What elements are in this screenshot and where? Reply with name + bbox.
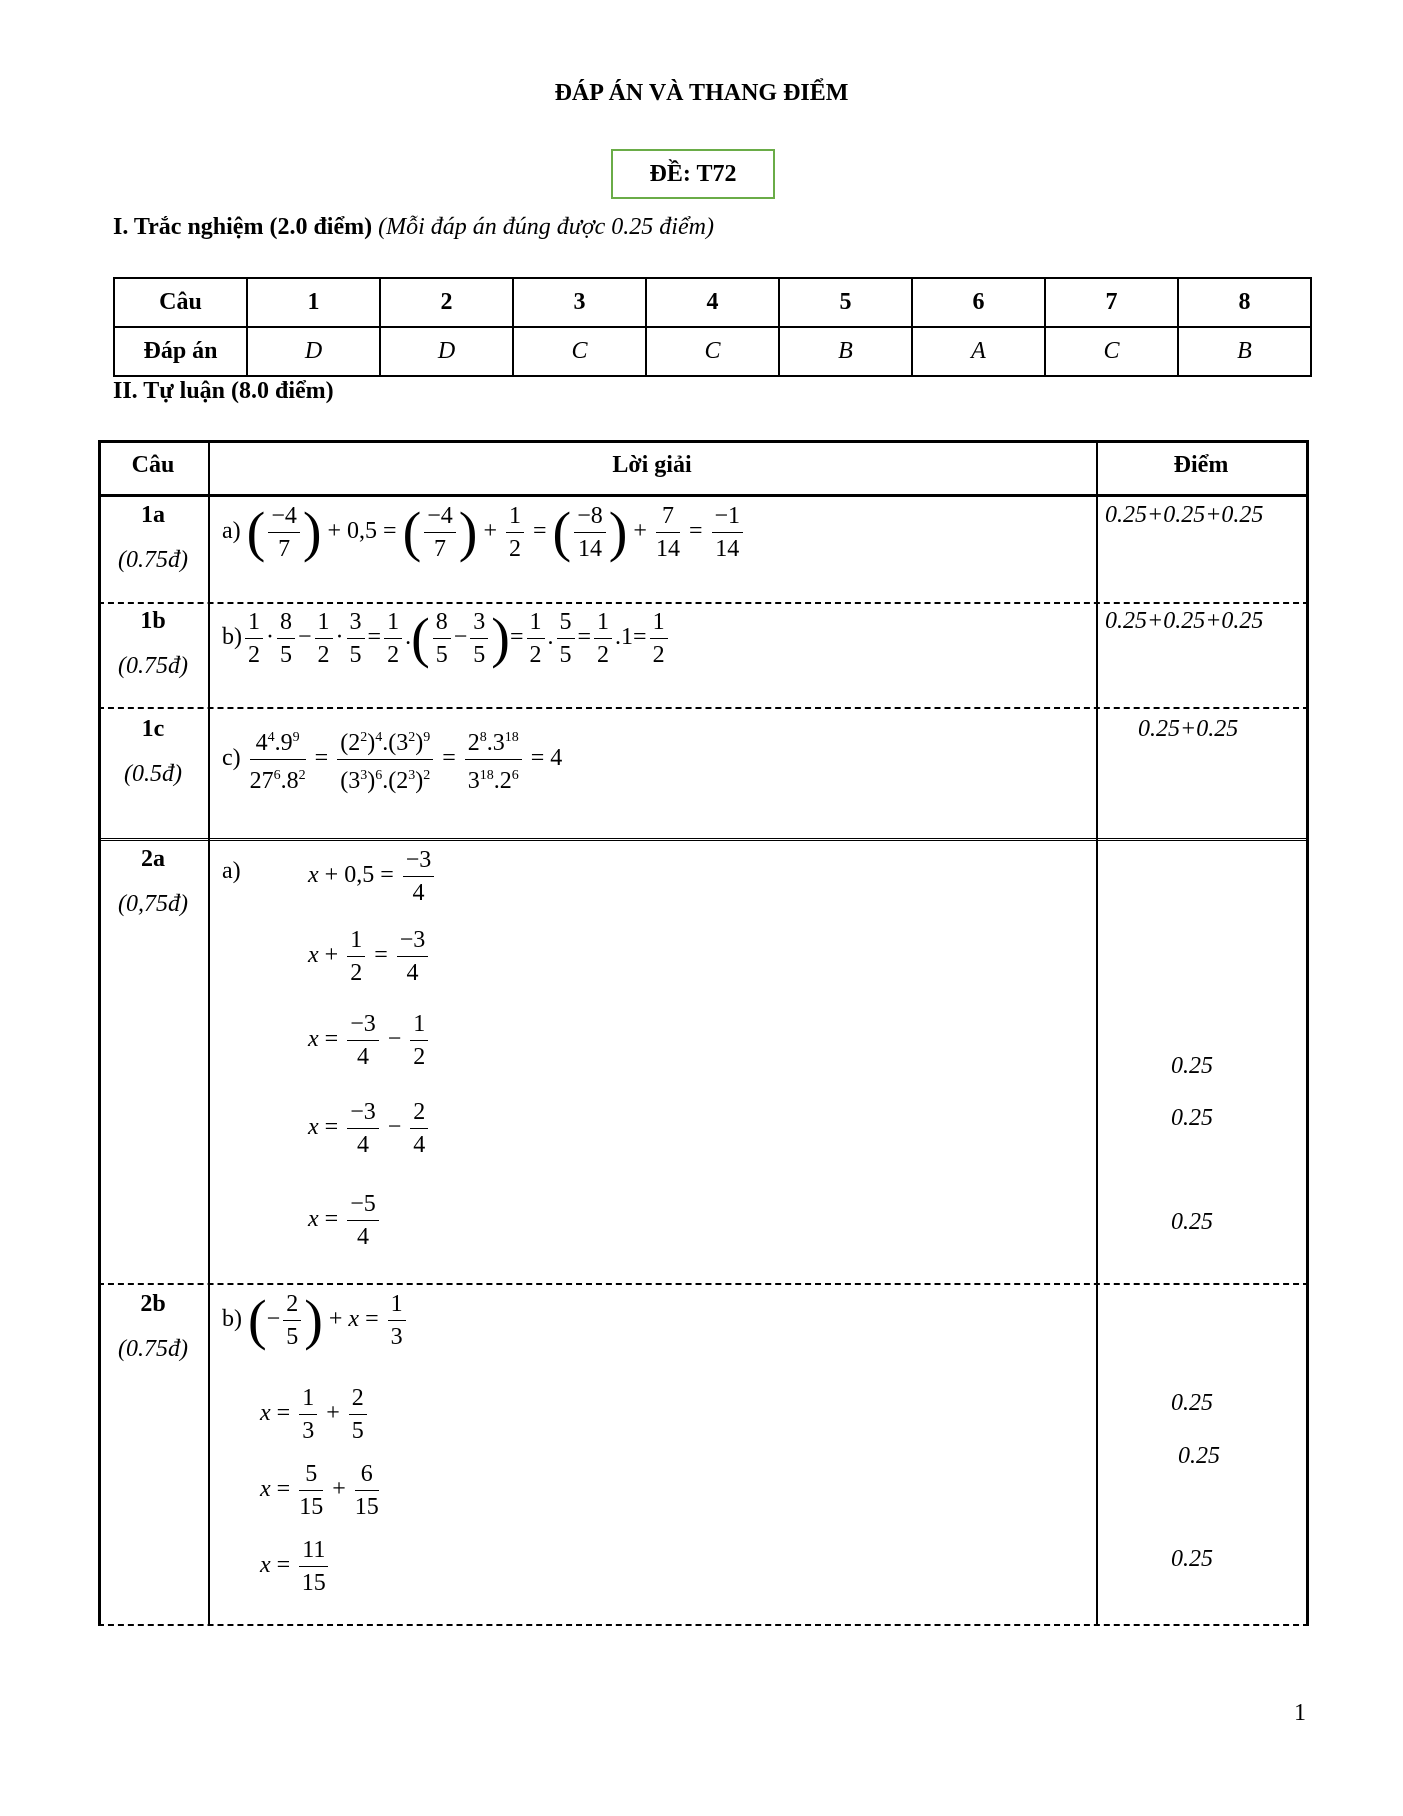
question-points: (0.75đ) xyxy=(118,1336,188,1362)
mc-question-number: 7 xyxy=(1045,278,1178,327)
mc-answer-label: Đáp án xyxy=(114,327,247,376)
col-header-score: Điểm xyxy=(1173,452,1229,478)
mc-answer: C xyxy=(513,327,646,376)
table-row-line xyxy=(98,838,1309,841)
question-points: (0.5đ) xyxy=(124,761,182,787)
table-row-line xyxy=(98,494,1309,497)
mc-answer: B xyxy=(1178,327,1311,376)
question-label-1a xyxy=(98,502,208,574)
question-label-2b xyxy=(98,1291,208,1363)
question-id: 1b xyxy=(140,608,166,634)
table-border-right xyxy=(1306,440,1309,1626)
score-2b-2: 0.25 xyxy=(1178,1443,1220,1469)
col-header-question: Câu xyxy=(131,452,175,478)
score-1c: 0.25+0.25 xyxy=(1138,716,1239,742)
solution-label: b) xyxy=(222,624,242,651)
question-label-2a xyxy=(98,846,208,918)
table-row-line xyxy=(98,602,1309,604)
solution-2a-line3: x = $\frac{-3}{4}$ − $\frac{1}{2}$ xyxy=(308,1008,431,1073)
table-divider xyxy=(1096,440,1098,1626)
solution-label: c) xyxy=(222,745,241,772)
part1-note: (Mỗi đáp án đúng được 0.25 điểm) xyxy=(378,214,714,240)
part1-heading xyxy=(113,214,714,241)
score-1a: 0.25+0.25+0.25 xyxy=(1105,502,1264,528)
exam-code-box: ĐỀ: T72 xyxy=(611,149,775,199)
mc-question-number: 3 xyxy=(513,278,646,327)
solution-1b: b) $\frac{1}{2}$ · $\frac{8}{5}$ − $\frac{1}{2}$ · $\frac{3}{5}$ = $\frac{1}{2}$ .( $\frac{8}{5}$ − $\frac{3}{5}$ )= $\frac{1}{2}$ . $\frac{5}{5}$ = $\frac{1}{2}$ .1= $\frac{1}{2}$ xyxy=(222,606,671,671)
table-row-line xyxy=(98,1283,1309,1285)
part2-heading xyxy=(113,378,334,405)
question-id: 1a xyxy=(141,502,165,528)
mc-question-row xyxy=(114,278,1311,327)
solution-label: b) xyxy=(222,1306,242,1333)
mc-question-number: 2 xyxy=(380,278,513,327)
mc-answer: A xyxy=(912,327,1045,376)
score-2a-3: 0.25 xyxy=(1171,1209,1213,1235)
mc-question-number: 4 xyxy=(646,278,779,327)
solution-2a-line5: x = $\frac{-5}{4}$ xyxy=(308,1188,382,1253)
mc-answer: B xyxy=(779,327,912,376)
question-points: (0,75đ) xyxy=(118,891,188,917)
solution-2b-line2: x = $\frac{1}{3}$ + $\frac{2}{5}$ xyxy=(260,1382,370,1447)
score-2a-1: 0.25 xyxy=(1171,1053,1213,1079)
question-label-1b xyxy=(98,608,208,680)
essay-table xyxy=(98,440,1309,1626)
solution-2a-line2: x + $\frac{1}{2}$ = $\frac{-3}{4}$ xyxy=(308,924,431,989)
question-id: 2b xyxy=(140,1291,166,1317)
mc-question-number: 1 xyxy=(247,278,380,327)
table-border-top xyxy=(98,440,1309,443)
solution-1c: c) $\frac{4^4.9^9}{27^6.8^2}$ = $\frac{(2^2)^4.(3^2)^9}{(3^3)^6.(2^3)^2}$ = $\frac{2^8.3^{18}}{3^{18}.2^6}$ = 4 xyxy=(222,722,562,797)
mc-question-number: 8 xyxy=(1178,278,1311,327)
question-points: (0.75đ) xyxy=(118,547,188,573)
solution-label-2a: a) xyxy=(222,858,241,884)
col-header-solution: Lời giải xyxy=(612,452,692,478)
question-id: 1c xyxy=(141,716,165,742)
mc-answer-row xyxy=(114,327,1311,376)
mc-answer: D xyxy=(380,327,513,376)
solution-2a-line4: x = $\frac{-3}{4}$ − $\frac{2}{4}$ xyxy=(308,1096,431,1161)
solution-label: a) xyxy=(222,518,241,545)
question-label-1c xyxy=(98,716,208,788)
mc-question-number: 5 xyxy=(779,278,912,327)
solution-2b-line1: b) (− $\frac{2}{5}$ ) + x = $\frac{1}{3}$ xyxy=(222,1288,409,1353)
solution-2b-line3: x = $\frac{5}{15}$ + $\frac{6}{15}$ xyxy=(260,1458,382,1523)
solution-2a-line1: x + 0,5 = $\frac{-3}{4}$ xyxy=(308,844,437,909)
mc-answer: C xyxy=(646,327,779,376)
part2-heading-text: II. Tự luận (8.0 điểm) xyxy=(113,378,334,404)
score-2b-3: 0.25 xyxy=(1171,1546,1213,1572)
solution-2b-line4: x = $\frac{11}{15}$ xyxy=(260,1534,331,1599)
multiple-choice-table xyxy=(113,277,1312,377)
table-divider xyxy=(208,440,210,1626)
score-2a-2: 0.25 xyxy=(1171,1105,1213,1131)
mc-answer: D xyxy=(247,327,380,376)
part1-heading-text: I. Trắc nghiệm (2.0 điểm) xyxy=(113,214,373,240)
table-border-bottom xyxy=(98,1624,1309,1626)
mc-question-label: Câu xyxy=(114,278,247,327)
table-row-line xyxy=(98,707,1309,709)
question-id: 2a xyxy=(141,846,165,872)
question-points: (0.75đ) xyxy=(118,653,188,679)
mc-question-number: 6 xyxy=(912,278,1045,327)
page-title: ĐÁP ÁN VÀ THANG ĐIỂM xyxy=(554,80,849,106)
solution-1a: a) ( $\frac{-4}{7}$ ) + 0,5 = ( $\frac{-4}{7}$ ) + $\frac{1}{2}$ = ( $\frac{-8}{14}$ ) + $\frac{7}{14}$ = $\frac{-1}{14}$ xyxy=(222,500,746,565)
score-1b: 0.25+0.25+0.25 xyxy=(1105,608,1264,634)
score-2b-1: 0.25 xyxy=(1171,1390,1213,1416)
mc-answer: C xyxy=(1045,327,1178,376)
page-number: 1 xyxy=(1294,1700,1306,1726)
